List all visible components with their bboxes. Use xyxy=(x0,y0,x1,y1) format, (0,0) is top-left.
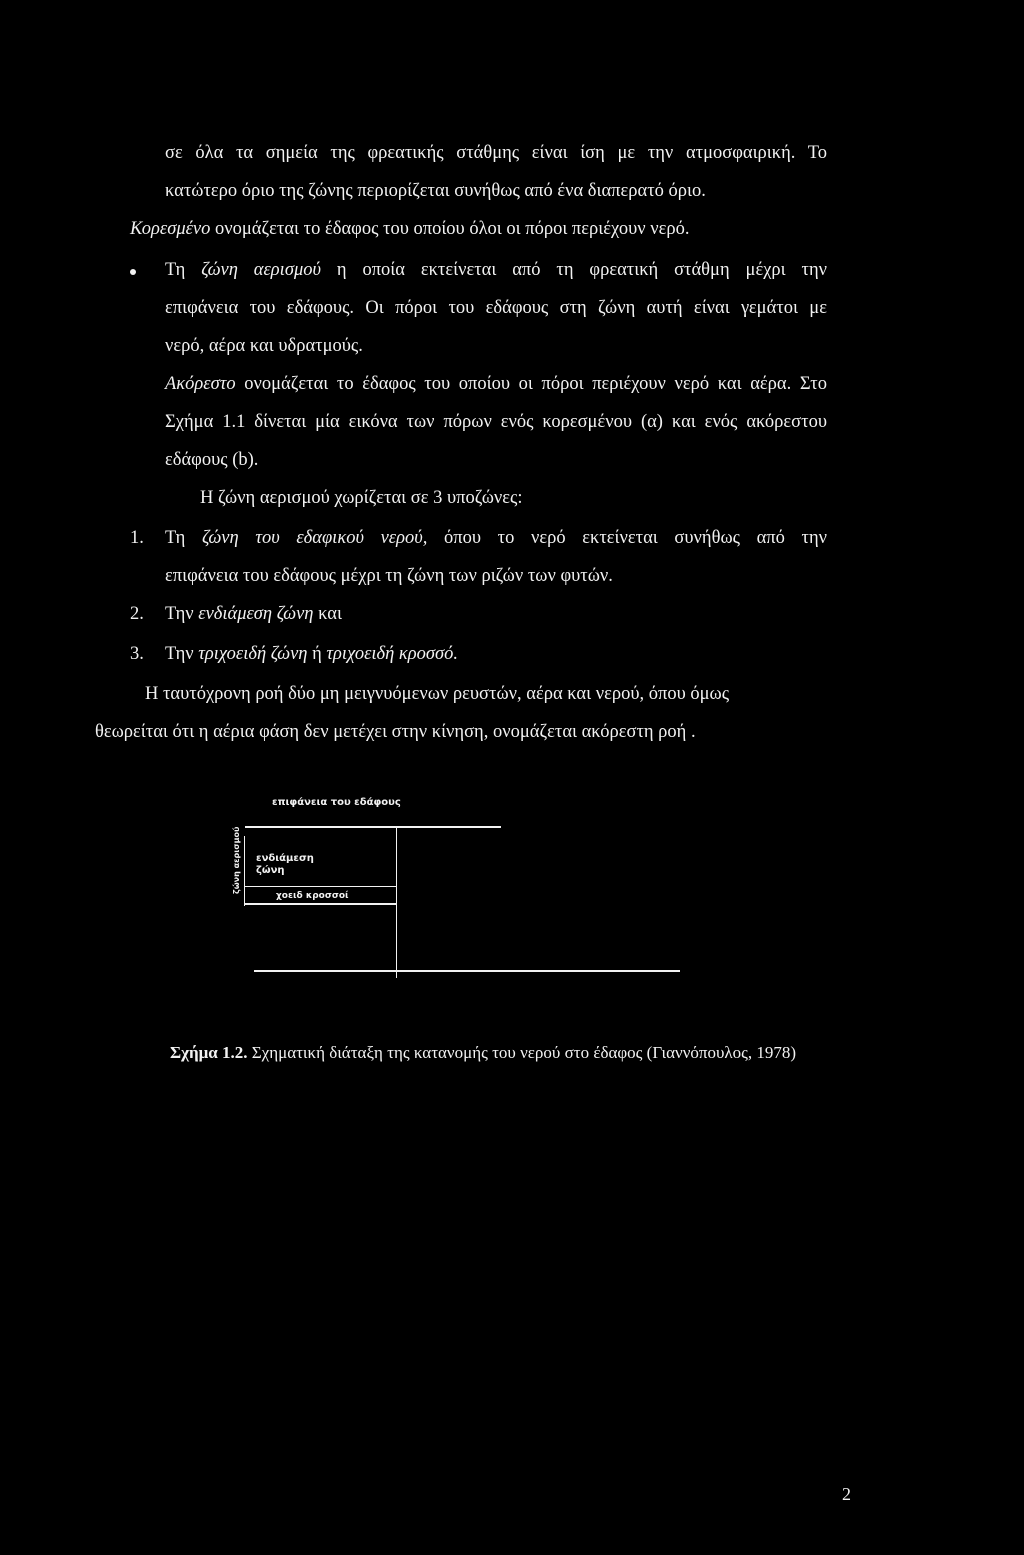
paragraph-line: νερό, αέρα και υδρατμούς. xyxy=(165,336,363,356)
list-item: Τη ζώνη του εδαφικού νερού, όπου το νερό εκτείνεται συνήθως από την xyxy=(165,528,827,548)
list-item: Την ενδιάμεση ζώνη και xyxy=(165,604,342,624)
paragraph-line: κατώτερο όριο της ζώνης περιορίζεται συνήθως από ένα διαπερατό όριο. xyxy=(165,181,706,201)
list-item-number: 3. xyxy=(130,644,144,664)
figure-caption: Σχήμα 1.2. Σχηματική διάταξη της κατανομής του νερού στο έδαφος (Γιαννόπουλος, 1978) xyxy=(170,1043,797,1062)
capillary-fringe-label: χοειδ κροσσοί xyxy=(276,891,349,901)
aeration-zone-bracket xyxy=(244,836,245,906)
intermediate-zone-label: ενδιάμεση ζώνη xyxy=(256,853,314,876)
paragraph-line: Ακόρεστο ονομάζεται το έδαφος του οποίου οι πόροι περιέχουν νερό και αέρα. Στο xyxy=(165,374,827,394)
ground-surface-line xyxy=(245,826,501,828)
aeration-zone-label: ζώνη αερισμού xyxy=(232,826,241,894)
paragraph-line: Η ζώνη αερισμού χωρίζεται σε 3 υποζώνες: xyxy=(200,488,523,508)
paragraph-line: θεωρείται ότι η αέρια φάση δεν μετέχει στην κίνηση, ονομάζεται ακόρεστη ροή . xyxy=(95,722,696,742)
capillary-fringe-bottom-line xyxy=(245,903,397,905)
paragraph-line: Τη ζώνη αερισμού η οποία εκτείνεται από τη φρεατική στάθμη μέχρι την xyxy=(165,260,827,280)
intermediate-zone-bottom-line xyxy=(245,886,397,887)
paragraph-line: Σχήμα 1.1 δίνεται μία εικόνα των πόρων ενός κορεσμένου (α) και ενός ακόρεστου xyxy=(165,412,827,432)
list-item-number: 1. xyxy=(130,528,144,548)
paragraph-line: Κορεσμένο ονομάζεται το έδαφος του οποίου όλοι οι πόροι περιέχουν νερό. xyxy=(130,219,690,239)
page-number: 2 xyxy=(842,1484,851,1504)
surface-label: επιφάνεια του εδάφους xyxy=(272,797,401,808)
bullet-icon xyxy=(130,269,136,275)
paragraph-line: Η ταυτόχρονη ροή δύο μη μειγνυόμενων ρευστών, αέρα και νερού, όπου όμως xyxy=(145,684,730,704)
water-table-line xyxy=(254,970,680,972)
list-item: Την τριχοειδή ζώνη ή τριχοειδή κροσσό. xyxy=(165,644,459,664)
list-item-number: 2. xyxy=(130,604,144,624)
paragraph-line: εδάφους (b). xyxy=(165,450,259,470)
paragraph-line: σε όλα τα σημεία της φρεατικής στάθμης είναι ίση με την ατμοσφαιρική. Το xyxy=(165,143,827,163)
paragraph-line: επιφάνεια του εδάφους. Οι πόροι του εδάφους στη ζώνη αυτή είναι γεμάτοι με xyxy=(165,298,827,318)
paragraph-line: επιφάνεια του εδάφους μέχρι τη ζώνη των ριζών των φυτών. xyxy=(165,566,613,586)
